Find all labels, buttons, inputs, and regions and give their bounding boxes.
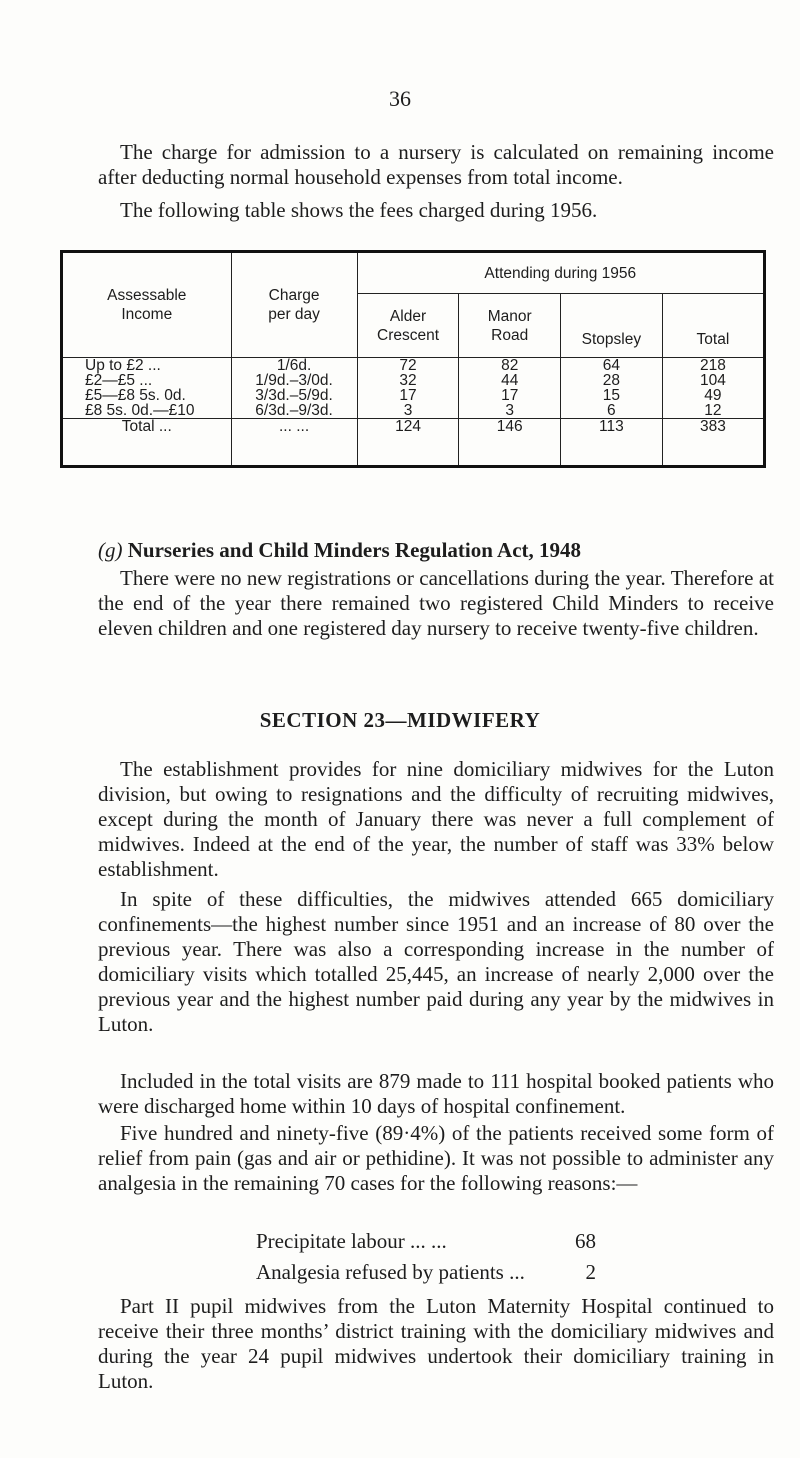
income-column bbox=[62, 358, 232, 419]
total-alder: 124 bbox=[357, 419, 459, 467]
manor-cell: 3 bbox=[505, 402, 515, 419]
stopsley-column bbox=[560, 358, 662, 419]
header-total: Total bbox=[662, 294, 764, 358]
income-cell: £8 5s. 0d.—£10 bbox=[85, 402, 195, 419]
charge-column bbox=[231, 358, 357, 419]
income-cell: £5—£8 5s. 0d. bbox=[85, 387, 186, 404]
reason-row bbox=[256, 1226, 596, 1257]
alder-cell: 17 bbox=[399, 387, 417, 404]
midwifery-paragraph-3: Included in the total visits are 879 made to 111 hospital booked patients who were discharged home within 10 days of hospital confinement. bbox=[98, 1069, 774, 1118]
income-cell: Up to £2 ... bbox=[85, 357, 161, 374]
midwifery-paragraph-1: The establishment provides for nine domiciliary midwives for the Luton division, but owing to resignations and the difficulty of recruiting midwives, except during the month of January there was never a full complement of midwives. Indeed at the end of the year, the number of staff was 33% below establishment. bbox=[98, 757, 774, 881]
total-cell: 218 bbox=[699, 357, 726, 374]
reason-label: Analgesia refused by patients ... bbox=[256, 1260, 525, 1284]
table-total-row bbox=[62, 419, 765, 467]
manor-cell: 82 bbox=[501, 357, 519, 374]
section-g-heading bbox=[98, 538, 581, 563]
midwifery-paragraph-4: Five hundred and ninety-five (89·4%) of the patients received some form of relief from pain (gas and air or pethidine). It was not possible to administer any analgesia in the remaining 70 cases for the following reasons:— bbox=[98, 1121, 774, 1195]
charge-cell: 3/3d.–5/9d. bbox=[255, 387, 333, 404]
charge-cell: 6/3d.–9/3d. bbox=[255, 402, 333, 419]
total-cell: 104 bbox=[699, 372, 726, 389]
section-g-title: Nurseries and Child Minders Regulation Act, 1948 bbox=[127, 538, 582, 562]
table-intro-paragraph: The following table shows the fees charged during 1956. bbox=[120, 198, 598, 222]
charge-cell: 1/9d.–3/0d. bbox=[255, 372, 333, 389]
header-attending: Attending during 1956 bbox=[357, 252, 764, 294]
reason-value: 68 bbox=[575, 1229, 596, 1253]
reason-row bbox=[256, 1257, 596, 1288]
section-g-prefix: (g) bbox=[98, 538, 123, 562]
alder-cell: 72 bbox=[399, 357, 417, 374]
alder-column bbox=[357, 358, 459, 419]
income-cell: £2—£5 ... bbox=[85, 372, 153, 389]
midwifery-paragraph-2: In spite of these difficulties, the midwives attended 665 domiciliary confinements—the highest number since 1951 and an increase of 80 over the previous year. There was also a corresponding increase in the number of domiciliary visits which totalled 25,445, an increase of nearly 2,000 over the previous year and the highest number paid during any year by the midwives in Luton. bbox=[98, 887, 774, 1036]
fees-table bbox=[60, 250, 766, 468]
section-g-body: There were no new registrations or cancellations during the year. Therefore at the end of the year there remained two registered Child Minders to receive eleven children and one registered day nursery to receive twenty-five children. bbox=[98, 566, 774, 640]
table-data-block bbox=[62, 358, 765, 419]
manor-cell: 44 bbox=[501, 372, 519, 389]
alder-cell: 32 bbox=[399, 372, 417, 389]
header-stopsley: Stopsley bbox=[560, 294, 662, 358]
reasons-list bbox=[256, 1226, 596, 1288]
reason-value: 2 bbox=[585, 1260, 596, 1284]
header-manor-road: Manor Road bbox=[459, 294, 560, 358]
stopsley-cell: 28 bbox=[602, 372, 620, 389]
alder-cell: 3 bbox=[403, 402, 413, 419]
total-column bbox=[662, 358, 764, 419]
manor-cell: 17 bbox=[501, 387, 519, 404]
total-label: Total ... bbox=[62, 419, 232, 467]
total-manor: 146 bbox=[459, 419, 560, 467]
total-stopsley: 113 bbox=[560, 419, 662, 467]
page-number: 36 bbox=[389, 86, 411, 111]
charge-cell: 1/6d. bbox=[276, 357, 312, 374]
intro-paragraph: The charge for admission to a nursery is calculated on remaining income after deducting normal household expenses from total income. bbox=[98, 140, 774, 189]
total-charge-dots: ... ... bbox=[231, 419, 357, 467]
manor-column bbox=[459, 358, 560, 419]
total-overall: 383 bbox=[662, 419, 764, 467]
stopsley-cell: 6 bbox=[607, 402, 616, 419]
midwifery-paragraph-5: Part II pupil midwives from the Luton Maternity Hospital continued to receive their three months’ district training with the domiciliary midwives and during the year 24 pupil midwives undertook their domiciliary training in Luton. bbox=[98, 1294, 774, 1393]
section-23-heading: SECTION 23—MIDWIFERY bbox=[259, 708, 541, 732]
total-cell: 49 bbox=[704, 387, 722, 404]
header-assessable-income: Assessable Income bbox=[62, 252, 232, 358]
header-charge-per-day: Charge per day bbox=[231, 252, 357, 358]
total-cell: 12 bbox=[704, 402, 722, 419]
stopsley-cell: 15 bbox=[602, 387, 620, 404]
reason-label: Precipitate labour ... ... bbox=[256, 1229, 447, 1253]
stopsley-cell: 64 bbox=[602, 357, 620, 374]
header-alder-crescent: Alder Crescent bbox=[357, 294, 459, 358]
